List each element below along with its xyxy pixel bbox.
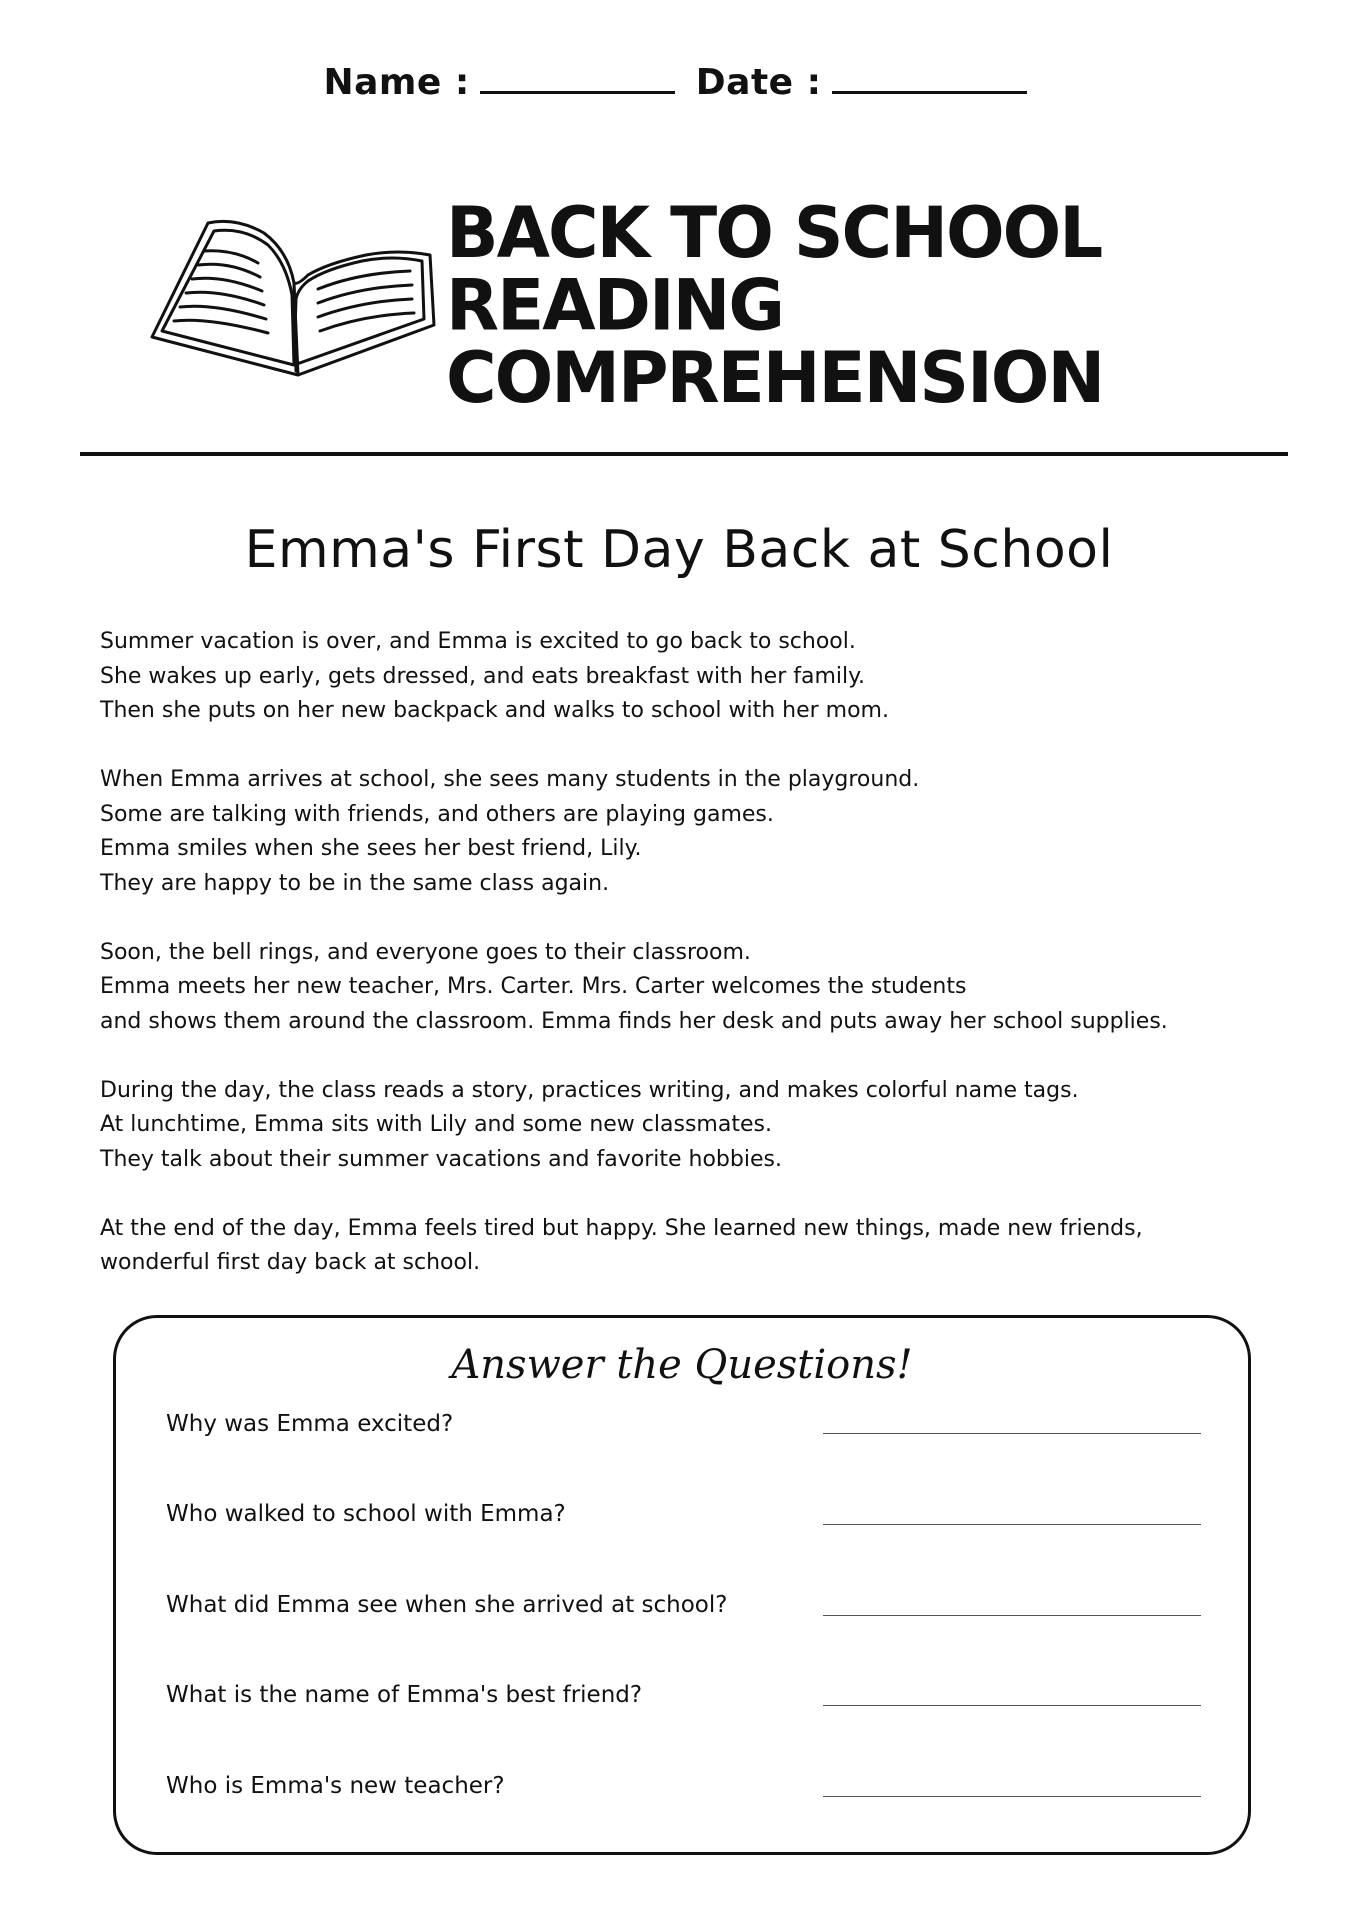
- story-paragraph: [100, 763, 1300, 901]
- story-title: Emma's First Day Back at School: [244, 520, 1114, 580]
- answer-line-4[interactable]: [823, 1705, 1201, 1706]
- name-blank[interactable]: [480, 63, 675, 94]
- story-line: wonderful first day back at school.: [100, 1250, 481, 1275]
- story-paragraph: [100, 936, 1300, 1040]
- question-1: Why was Emma excited?: [166, 1411, 454, 1437]
- name-date-header: [0, 62, 1358, 103]
- answer-line-5[interactable]: [823, 1796, 1201, 1797]
- name-label: Name :: [323, 62, 470, 103]
- story-line: Some are talking with friends, and others are playing games.: [100, 801, 774, 827]
- title-line-2: READING: [446, 265, 783, 347]
- story-line: Soon, the bell rings, and everyone goes to their classroom.: [100, 939, 751, 965]
- story-paragraph: [100, 1074, 1300, 1178]
- title-line-3: COMPREHENSION: [446, 337, 1104, 420]
- story-paragraph: [100, 625, 1300, 729]
- questions-title: Answer the Questions!: [451, 1342, 913, 1388]
- story-line: They talk about their summer vacations and favorite hobbies.: [100, 1146, 782, 1172]
- answer-line-1[interactable]: [823, 1433, 1201, 1434]
- story-line: At lunchtime, Emma sits with Lily and some new classmates.: [100, 1112, 772, 1137]
- title-line-1: BACK TO SCHOOL: [446, 192, 1102, 275]
- story-line: During the day, the class reads a story, practices writing, and makes colorful name tags.: [100, 1077, 1079, 1103]
- date-label: Date :: [695, 62, 822, 103]
- date-blank[interactable]: [832, 63, 1027, 94]
- question-5: Who is Emma's new teacher?: [166, 1773, 505, 1799]
- story-line: Then she puts on her new backpack and walks to school with her mom.: [100, 698, 889, 723]
- story-line: Emma meets her new teacher, Mrs. Carter. Mrs. Carter welcomes the students: [100, 974, 967, 999]
- question-4: What is the name of Emma's best friend?: [166, 1682, 643, 1708]
- story-line: Summer vacation is over, and Emma is excited to go back to school.: [100, 629, 856, 654]
- story-line: At the end of the day, Emma feels tired but happy. She learned new things, made new friends,: [100, 1215, 1143, 1241]
- story-text: [100, 625, 1300, 1315]
- story-line: and shows them around the classroom. Emma finds her desk and puts away her school supplies.: [100, 1008, 1168, 1034]
- title-divider: [80, 452, 1288, 456]
- story-paragraph: [100, 1212, 1300, 1281]
- answer-line-3[interactable]: [823, 1615, 1201, 1616]
- questions-box: [113, 1315, 1251, 1855]
- worksheet-title: [446, 192, 1104, 420]
- question-2: Who walked to school with Emma?: [166, 1501, 566, 1527]
- story-line: She wakes up early, gets dressed, and eats breakfast with her family.: [100, 663, 866, 689]
- open-book-icon: [148, 215, 438, 385]
- story-line: Emma smiles when she sees her best friend, Lily.: [100, 836, 642, 861]
- answer-line-2[interactable]: [823, 1524, 1201, 1525]
- question-3: What did Emma see when she arrived at school?: [166, 1592, 728, 1618]
- story-line: They are happy to be in the same class again.: [100, 870, 610, 896]
- story-line: When Emma arrives at school, she sees many students in the playground.: [100, 767, 920, 792]
